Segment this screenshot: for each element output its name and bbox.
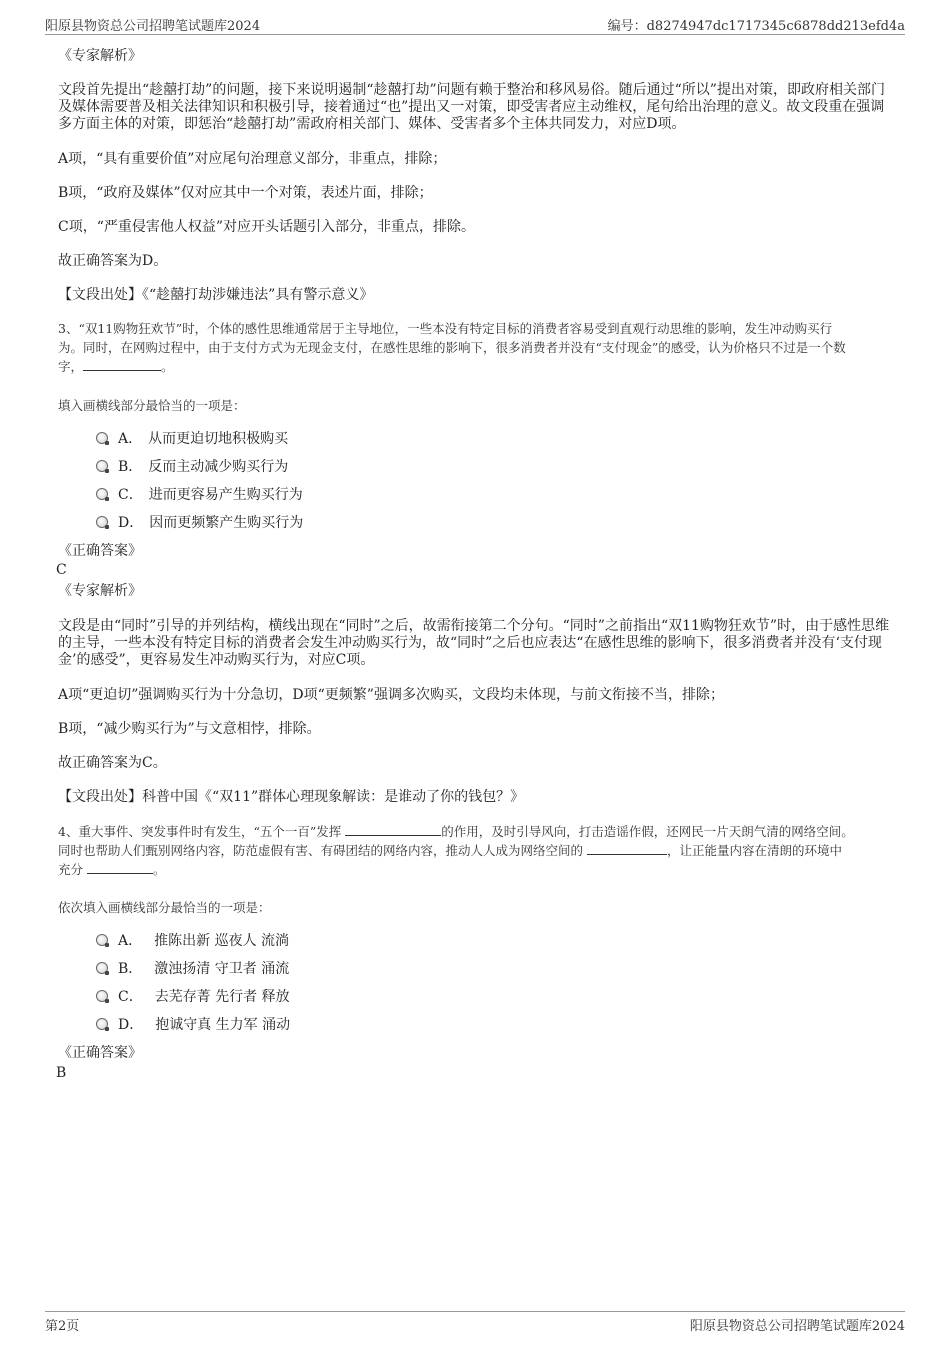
q3-text-line-2: 为。同时，在网购过程中，由于支付方式为无现金支付，在感性思维的影响下，很多消费者并没有“支付现金”的感受，认为价格只不过是一个数 xyxy=(58,340,846,355)
q3-option-b[interactable]: B． 反而主动减少购买行为 xyxy=(96,458,288,476)
q3-analysis: 文段是由“同时”引导的并列结构，横线出现在“同时”之后，故需衔接第二个分句。“同时”之前指出“双11购物狂欢节”时，由于感性思维的主导，一些本没有特定目标的消费者会发生冲动购买行为，故“同时”之后也应表达“在感性思维的影响下，很多消费者并没有‘支付现金’的感受”，更容易发生冲动购买行为，对应C项。 xyxy=(58,618,890,668)
q4-option-b[interactable]: B． 激浊扬清 守卫者 涌流 xyxy=(96,960,289,978)
q2-option-a-note: A项，“具有重要价值”对应尾句治理意义部分，非重点，排除； xyxy=(58,151,447,167)
q3-text-line-3: 字， 。 xyxy=(58,359,174,374)
radio-icon[interactable] xyxy=(96,432,108,444)
q3-prompt: 填入画横线部分最恰当的一项是： xyxy=(58,398,246,413)
q4-prompt: 依次填入画横线部分最恰当的一项是： xyxy=(58,900,271,915)
q3-blank xyxy=(83,357,161,371)
q4-text-line-2: 同时也帮助人们甄别网络内容，防范虚假有害、有碍团结的网络内容，推动人人成为网络空间的 ，让正能量内容在清朗的环境中 xyxy=(58,843,842,858)
q3-answer: C xyxy=(56,562,67,578)
radio-icon[interactable] xyxy=(96,488,108,500)
page-header xyxy=(45,14,905,35)
q2-conclusion: 故正确答案为D。 xyxy=(58,253,168,269)
q3-text-line-1: 3、“双11购物狂欢节”时，个体的感性思维通常居于主导地位，一些本没有特定目标的消费者容易受到直观行动思维的影响，发生冲动购买行 xyxy=(58,321,833,336)
radio-icon[interactable] xyxy=(96,460,108,472)
q4-blank-2 xyxy=(587,841,667,855)
q4-answer-label: 《正确答案》 xyxy=(58,1045,142,1061)
q4-blank-3 xyxy=(87,860,153,874)
radio-icon[interactable] xyxy=(96,962,108,974)
q3-answer-label: 《正确答案》 xyxy=(58,543,142,559)
q3-source: 【文段出处】科普中国《“双11”群体心理现象解读：是谁动了你的钱包？》 xyxy=(58,789,525,805)
q2-source: 【文段出处】《“趁囍打劫涉嫌违法”具有警示意义》 xyxy=(58,287,374,303)
q4-text-line-3: 充分 。 xyxy=(58,862,166,877)
q3-question-text xyxy=(58,319,890,376)
radio-icon[interactable] xyxy=(96,516,108,528)
q2-expert-label: 《专家解析》 xyxy=(58,48,142,64)
q3-option-c[interactable]: C． 进而更容易产生购买行为 xyxy=(96,486,303,504)
q3-option-d[interactable]: D． 因而更频繁产生购买行为 xyxy=(96,514,303,532)
q3-option-a[interactable]: A． 从而更迫切地积极购买 xyxy=(96,430,288,448)
q2-option-c-note: C项，“严重侵害他人权益”对应开头话题引入部分，非重点，排除。 xyxy=(58,219,476,235)
footer-page-number: 第2页 xyxy=(45,1319,80,1334)
q4-option-c[interactable]: C． 去芜存菁 先行者 释放 xyxy=(96,988,290,1006)
q2-analysis: 文段首先提出“趁囍打劫”的问题，接下来说明遏制“趁囍打劫”问题有赖于整治和移风易俗。随后通过“所以”提出对策，即政府相关部门及媒体需要普及相关法律知识和积极引导，接着通过“也”提出又一对策，即受害者应主动维权，尾句给出治理的意义。故文段重在强调多方面主体的对策，即惩治“趁囍打劫”需政府相关部门、媒体、受害者多个主体共同发力，对应D项。 xyxy=(58,82,885,132)
radio-icon[interactable] xyxy=(96,1018,108,1030)
q3-conclusion: 故正确答案为C。 xyxy=(58,755,167,771)
q4-blank-1 xyxy=(345,822,441,836)
header-title: 阳原县物资总公司招聘笔试题库2024 xyxy=(45,19,261,34)
q4-option-d[interactable]: D． 抱诚守真 生力军 涌动 xyxy=(96,1016,290,1034)
page-footer xyxy=(45,1311,905,1334)
q3-option-ad-note: A项“更迫切”强调购买行为十分急切，D项“更频繁”强调多次购买，文段均未体现，与前文衔接不当，排除； xyxy=(58,687,724,703)
q3-expert-label: 《专家解析》 xyxy=(58,583,142,599)
footer-title: 阳原县物资总公司招聘笔试题库2024 xyxy=(689,1319,905,1334)
q3-option-b-note: B项，“减少购买行为”与文意相悖，排除。 xyxy=(58,721,321,737)
radio-icon[interactable] xyxy=(96,934,108,946)
q4-answer: B xyxy=(56,1065,67,1081)
q4-text-line-1: 4、重大事件、突发事件时有发生，“五个一百”发挥 的作用，及时引导风向，打击造谣作假，还网民一片天朗气清的网络空间。 xyxy=(58,824,854,839)
q4-question-text xyxy=(58,822,890,879)
header-serial: 编号：d8274947dc1717345c6878dd213efd4a xyxy=(607,19,905,34)
q4-option-a[interactable]: A． 推陈出新 巡夜人 流淌 xyxy=(96,932,289,950)
radio-icon[interactable] xyxy=(96,990,108,1002)
q2-option-b-note: B项，“政府及媒体”仅对应其中一个对策，表述片面，排除； xyxy=(58,185,433,201)
